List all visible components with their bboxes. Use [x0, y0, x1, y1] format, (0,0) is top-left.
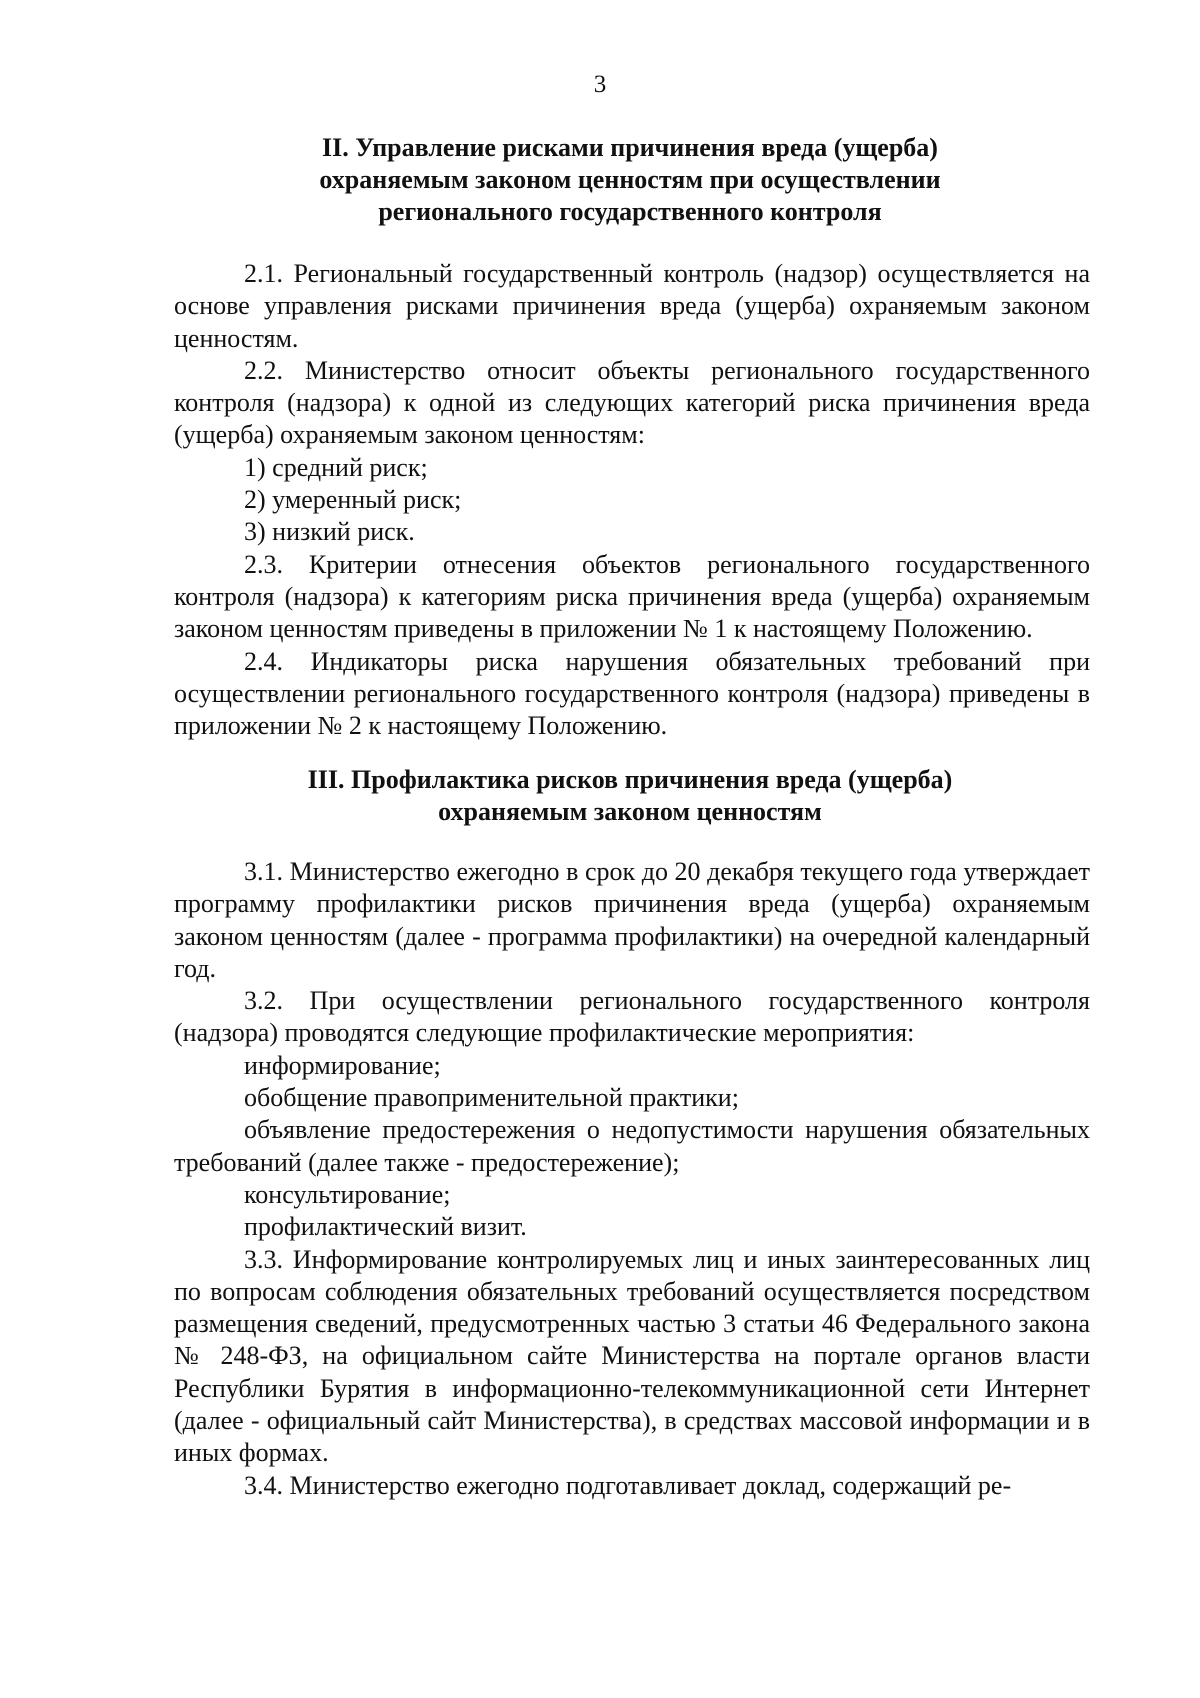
- list-item-warning: объявление предостережения о недопустимости нарушения обязательных требований (далее также - предостережение);: [174, 1115, 1090, 1177]
- page-number: 3: [593, 71, 607, 98]
- list-item-consulting: консультирование;: [244, 1179, 451, 1209]
- section-2-body: [174, 258, 1090, 742]
- list-item-informing: информирование;: [244, 1050, 441, 1080]
- paragraph-3-3: 3.3. Информирование контролируемых лиц и иных заинтересованных лиц по вопросам соблюдения обязательных требований осуществляется посредством размещения сведений, предусмотренных частью 3 статьи 46 Федерального закона № 248-ФЗ, на официальном сайте Министерства на портале органов власти Республики Бурятия в информационно-телекоммуникационной сети Интернет (далее - официальный сайт Министерства), в средствах массовой информации и в иных формах.: [174, 1244, 1090, 1468]
- paragraph-2-2: 2.2. Министерство относит объекты регионального государственного контроля (надзора) к одной из следующих категорий риска причинения вреда (ущерба) охраняемым законом ценностям:: [174, 355, 1090, 450]
- list-item-risk-medium: 1) средний риск;: [244, 452, 428, 482]
- paragraph-3-4: 3.4. Министерство ежегодно подготавливает доклад, содержащий ре-: [244, 1470, 1012, 1500]
- list-item-generalization: обобщение правоприменительной практики;: [244, 1083, 739, 1113]
- paragraph-2-1: 2.1. Региональный государственный контроль (надзор) осуществляется на основе управления рисками причинения вреда (ущерба) охраняемым законом ценностям.: [174, 259, 1090, 353]
- paragraph-2-3: 2.3. Критерии отнесения объектов регионального государственного контроля (надзора) к категориям риска причинения вреда (ущерба) охраняемым законом ценностям приведены в приложении № 1 к настоящему Положению.: [174, 549, 1090, 644]
- section-3-heading: [170, 764, 1090, 828]
- section-3-heading-line: III. Профилактика рисков причинения вреда (ущерба): [307, 765, 953, 794]
- section-2-heading: [170, 132, 1090, 228]
- paragraph-3-2: 3.2. При осуществлении регионального государственного контроля (надзора) проводятся следующие профилактические мероприятия:: [174, 986, 1090, 1048]
- section-2-heading-line: регионального государственного контроля: [378, 197, 882, 226]
- section-3-body: [174, 856, 1090, 1502]
- section-3-heading-line: охраняемым законом ценностям: [438, 797, 822, 826]
- paragraph-2-4: 2.4. Индикаторы риска нарушения обязательных требований при осуществлении регионального государственного контроля (надзора) приведены в приложении № 2 к настоящему Положению.: [174, 646, 1090, 741]
- section-2-heading-line: охраняемым законом ценностям при осуществлении: [319, 165, 941, 194]
- list-item-risk-low: 3) низкий риск.: [244, 517, 415, 547]
- section-2-heading-line: II. Управление рисками причинения вреда (ущерба): [322, 133, 938, 162]
- paragraph-3-1: 3.1. Министерство ежегодно в срок до 20 декабря текущего года утверждает программу профилактики рисков причинения вреда (ущерба) охраняемым законом ценностям (далее - программа профилактики) на очередной календарный год.: [174, 857, 1090, 983]
- list-item-risk-moderate: 2) умеренный риск;: [244, 485, 462, 515]
- list-item-preventive-visit: профилактический визит.: [244, 1212, 527, 1242]
